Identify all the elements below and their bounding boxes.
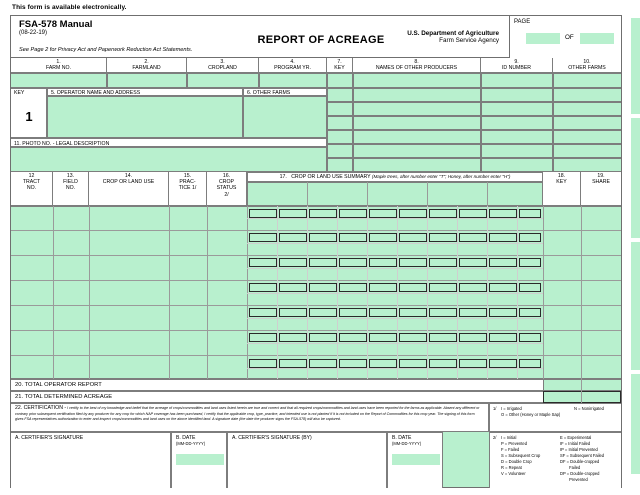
producer-key-5[interactable] (327, 130, 353, 144)
sum-cell-r2c1[interactable] (249, 233, 277, 242)
grid-label-13b: NO. (65, 185, 76, 192)
sum-cell-r7c2[interactable] (279, 359, 307, 368)
sum-cell-r4c1[interactable] (249, 283, 277, 292)
photo-no-label: 11. PHOTO NO. - LEGAL DESCRIPTION (14, 140, 110, 147)
grid-subrule-7 (247, 368, 543, 369)
col-num-10: 10. (583, 59, 591, 65)
operator-key-value: 1 (25, 109, 33, 124)
sum-cell-r4c2[interactable] (279, 283, 307, 292)
signature-label-1: A. CERTIFIER'S SIGNATURE (15, 435, 84, 441)
sum-cell-r2c3[interactable] (309, 233, 337, 242)
producer-id-6[interactable] (481, 144, 553, 158)
sum-vrule-3 (337, 206, 338, 379)
producer-id-4[interactable] (481, 116, 553, 130)
col-num-7: 7. (337, 59, 342, 65)
date-format-1: (MM-DD-YYYY) (176, 441, 206, 447)
other-farms-input[interactable] (243, 96, 327, 138)
legend-status-right-4: DF = Double-cropped (560, 459, 600, 464)
total-operator-report-value[interactable] (543, 379, 621, 391)
date-label-2 (392, 435, 421, 446)
availability-note: This form is available electronically. (12, 4, 127, 11)
edge-strip-1 (631, 18, 640, 114)
sum-cell-r2c6[interactable] (399, 233, 427, 242)
producer-key-1[interactable] (327, 73, 353, 88)
input-farm-no[interactable] (11, 73, 107, 88)
grid-label-14: CROP OR LAND USE (102, 179, 155, 186)
producer-farms-2[interactable] (553, 88, 621, 102)
page-title: REPORT OF ACREAGE (257, 34, 385, 46)
input-cropland[interactable] (187, 73, 259, 88)
col-label-10: OTHER FARMS (568, 65, 606, 72)
legend-practice-marker: 1/ (493, 406, 497, 411)
summary-label: CROP OR LAND USE SUMMARY (291, 174, 371, 180)
sum-cell-r3c2[interactable] (279, 258, 307, 267)
sum-cell-r4c8[interactable] (459, 283, 487, 292)
grid-hrule-2 (11, 255, 621, 256)
grid-num-19: 19. (597, 173, 605, 179)
producer-id-3[interactable] (481, 102, 553, 116)
col-label-8: NAMES OF OTHER PRODUCERS (375, 65, 458, 72)
legend-status-left-5: R = Repeat (501, 465, 522, 470)
col-num-9: 9. (514, 59, 519, 65)
grid-num-15: 15. (183, 173, 192, 179)
sum-cell-r3c10[interactable] (519, 258, 541, 267)
grid-label-16a: CROP (219, 179, 234, 186)
grid-vrule-7 (581, 206, 582, 379)
certification-text (15, 405, 481, 423)
legend-status-right-7: Prevented (560, 477, 588, 482)
sum-cell-r5c4[interactable] (339, 308, 367, 317)
page-of-label: OF (565, 34, 574, 41)
sum-cell-r1c10[interactable] (519, 209, 541, 218)
operator-name-input[interactable] (47, 96, 243, 138)
grid-subrule-6 (247, 343, 543, 344)
signature-label-2: A. CERTIFIER'S SIGNATURE (BY) (232, 435, 312, 441)
summary-subhead-area (247, 182, 543, 206)
sum-cell-r1c9[interactable] (489, 209, 517, 218)
sum-cell-r3c5[interactable] (369, 258, 397, 267)
page-label: PAGE (514, 19, 531, 25)
grid-hrule-3 (11, 280, 621, 281)
sum-cell-r5c6[interactable] (399, 308, 427, 317)
producer-farms-1[interactable] (553, 73, 621, 88)
col-num-3: 3. (220, 59, 225, 65)
col-header-farm-no (11, 58, 107, 73)
grid-col-field-no (53, 172, 89, 206)
input-farmland[interactable] (107, 73, 187, 88)
col-label-1: FARM NO. (45, 65, 72, 72)
grid-vrule-3 (169, 206, 170, 379)
legend-practice-block (489, 403, 621, 432)
total-determined-acreage-value[interactable] (543, 391, 621, 403)
legend-practice-item-1: O = Other (Honey or Maple Sap) (501, 412, 561, 417)
summary-divider-1 (307, 182, 308, 206)
total-21-vrule (581, 391, 582, 403)
grid-label-16c: 2/ (224, 191, 229, 198)
sum-cell-r7c10[interactable] (519, 359, 541, 368)
legend-status-left-0: I = Initial (501, 435, 517, 440)
sum-cell-r3c1[interactable] (249, 258, 277, 267)
grid-col-key-18 (543, 172, 581, 206)
sum-cell-r7c4[interactable] (339, 359, 367, 368)
privacy-note: See Page 2 for Privacy Act and Paperwork Reduction Act Statements. (19, 47, 193, 53)
producer-id-2[interactable] (481, 88, 553, 102)
photo-no-input[interactable] (11, 147, 327, 172)
grid-num-13: 13. (66, 173, 75, 179)
sum-cell-r5c5[interactable] (369, 308, 397, 317)
grid-subrule-3 (247, 268, 543, 269)
grid-vrule-2 (89, 206, 90, 379)
legend-status-left-2: F = Failed (501, 447, 520, 452)
sum-cell-r4c5[interactable] (369, 283, 397, 292)
sum-cell-r6c1[interactable] (249, 333, 277, 342)
total-20-label: TOTAL OPERATOR REPORT (24, 382, 102, 388)
sum-vrule-6 (427, 206, 428, 379)
sum-cell-r2c8[interactable] (459, 233, 487, 242)
page-number-block (509, 16, 621, 58)
grid-col-tract-no (11, 172, 53, 206)
sum-cell-r7c1[interactable] (249, 359, 277, 368)
grid-subrule-5 (247, 318, 543, 319)
sum-vrule-7 (457, 206, 458, 379)
legend-status-right-6: DP = Double-cropped (560, 471, 600, 476)
producer-name-6[interactable] (353, 144, 481, 158)
producer-id-7[interactable] (481, 158, 553, 172)
col-num-1: 1. (56, 59, 61, 65)
grid-num-16: 16. (222, 173, 231, 179)
grid-vrule-6 (543, 206, 544, 379)
sum-cell-r7c7[interactable] (429, 359, 457, 368)
agency-block (407, 30, 499, 44)
producer-farms-3[interactable] (553, 102, 621, 116)
producer-farms-4[interactable] (553, 116, 621, 130)
grid-hrule-4 (11, 305, 621, 306)
total-20-num: 20. (15, 382, 24, 388)
sum-cell-r2c7[interactable] (429, 233, 457, 242)
date-label-text-2: B. DATE (392, 435, 412, 441)
total-determined-acreage-row (11, 391, 543, 403)
grid-col-crop-land-use (89, 172, 169, 206)
grid-num-18: 18. (557, 173, 566, 179)
input-program-yr[interactable] (259, 73, 327, 88)
sum-vrule-5 (397, 206, 398, 379)
form-revision: (08-22-19) (19, 30, 48, 36)
sum-vrule-1 (277, 206, 278, 379)
producer-key-6[interactable] (327, 144, 353, 158)
sum-cell-r4c4[interactable] (339, 283, 367, 292)
other-farms-header (243, 88, 327, 96)
sum-cell-r6c4[interactable] (339, 333, 367, 342)
col-header-program-yr (259, 58, 327, 73)
legend-practice-right-0: N = Nonirrigated (574, 406, 604, 411)
col-header-id-number (481, 58, 553, 73)
sum-cell-r3c8[interactable] (459, 258, 487, 267)
edge-strip-3 (631, 242, 640, 370)
sum-cell-r6c8[interactable] (459, 333, 487, 342)
operator-key-label: KEY (14, 90, 25, 96)
operator-name-header (47, 88, 243, 96)
sum-cell-r1c7[interactable] (429, 209, 457, 218)
sum-cell-r6c5[interactable] (369, 333, 397, 342)
sum-cell-r3c4[interactable] (339, 258, 367, 267)
sum-cell-r7c5[interactable] (369, 359, 397, 368)
grid-num-12: 12 (28, 173, 35, 179)
sum-cell-r4c10[interactable] (519, 283, 541, 292)
grid-col-share-19 (581, 172, 621, 206)
producer-id-5[interactable] (481, 130, 553, 144)
producer-name-5[interactable] (353, 130, 481, 144)
producer-farms-5[interactable] (553, 130, 621, 144)
sum-cell-r1c5[interactable] (369, 209, 397, 218)
legend-status-right-2: IP = Initial Prevented (560, 447, 598, 452)
edge-strip-2 (631, 118, 640, 238)
sum-cell-r7c9[interactable] (489, 359, 517, 368)
signature-input-2[interactable] (231, 444, 383, 484)
date-format-2: (MM-DD-YYYY) (392, 441, 422, 447)
grid-label-13a: FIELD (63, 179, 78, 186)
col-num-8: 8. (414, 59, 419, 65)
certification-block (11, 403, 489, 432)
grid-label-15a: PRAC- (179, 179, 196, 186)
agency-line1: U.S. Department of Agriculture (407, 30, 499, 37)
grid-col-crop-status (207, 172, 247, 206)
sum-cell-r7c6[interactable] (399, 359, 427, 368)
grid-label-19: SHARE (592, 179, 610, 186)
form-body (10, 15, 622, 488)
sum-cell-r2c5[interactable] (369, 233, 397, 242)
producer-key-2[interactable] (327, 88, 353, 102)
col-label-7: KEY (334, 65, 345, 72)
producer-farms-7[interactable] (553, 158, 621, 172)
col-num-2: 2. (144, 59, 149, 65)
grid-hrule-1 (11, 230, 621, 231)
sum-cell-r6c2[interactable] (279, 333, 307, 342)
legend-status-right-1: IF = Initial Failed (560, 441, 591, 446)
sum-cell-r7c3[interactable] (309, 359, 337, 368)
sum-cell-r3c9[interactable] (489, 258, 517, 267)
operator-key-cell (11, 88, 47, 138)
grid-subrule-2 (247, 243, 543, 244)
grid-hrule-5 (11, 330, 621, 331)
legend-status-marker: 2/ (493, 435, 497, 440)
signature-input-1[interactable] (15, 444, 167, 484)
col-label-4: PROGRAM YR. (274, 65, 311, 72)
legend-status-block (489, 432, 621, 488)
date-label-1 (176, 435, 205, 446)
sum-cell-r3c6[interactable] (399, 258, 427, 267)
sum-cell-r2c10[interactable] (519, 233, 541, 242)
sum-cell-r4c7[interactable] (429, 283, 457, 292)
total-operator-report-row (11, 379, 543, 391)
sum-cell-r1c2[interactable] (279, 209, 307, 218)
col-header-cropland (187, 58, 259, 73)
summary-divider-2 (367, 182, 368, 206)
grid-label-15b: TICE 1/ (178, 185, 197, 192)
sum-cell-r5c7[interactable] (429, 308, 457, 317)
date-input-2[interactable] (392, 454, 440, 465)
sum-cell-r6c6[interactable] (399, 333, 427, 342)
sum-cell-r5c9[interactable] (489, 308, 517, 317)
grid-label-12a: TRACT (22, 179, 41, 186)
total-20-vrule (581, 379, 582, 391)
grid-hrule-6 (11, 355, 621, 356)
sum-cell-r3c3[interactable] (309, 258, 337, 267)
sum-cell-r2c2[interactable] (279, 233, 307, 242)
agency-line2: Farm Service Agency (439, 37, 499, 44)
sum-cell-r2c9[interactable] (489, 233, 517, 242)
summary-note: (Maple trees, after number enter "T"; Honey, after number enter "H") (371, 174, 511, 179)
legend-status-left-4: D = Double Crop (501, 459, 532, 464)
date-block-1 (171, 432, 227, 488)
form-id: FSA-578 Manual (19, 19, 93, 30)
col-label-2: FARMLAND (132, 65, 161, 72)
producer-id-1[interactable] (481, 73, 553, 88)
form-header (11, 16, 621, 58)
producer-name-1[interactable] (353, 73, 481, 88)
sum-vrule-9 (517, 206, 518, 379)
total-21-num: 21. (15, 394, 24, 400)
producer-key-3[interactable] (327, 102, 353, 116)
sum-vrule-2 (307, 206, 308, 379)
producer-name-7[interactable] (353, 158, 481, 172)
total-21-label: TOTAL DETERMINED ACREAGE (24, 394, 113, 400)
legend-status-left-6: V = Volunteer (501, 471, 526, 476)
legend-status-right-5: Failed (560, 465, 581, 470)
summary-num: 17. (279, 174, 287, 180)
legend-status-right-3: SF = Subsequent Failed (560, 453, 605, 458)
sum-cell-r5c10[interactable] (519, 308, 541, 317)
grid-vrule-4 (207, 206, 208, 379)
sum-cell-r2c4[interactable] (339, 233, 367, 242)
certification-heading: 22. CERTIFICATION - (15, 405, 67, 411)
sum-cell-r1c4[interactable] (339, 209, 367, 218)
legend-status-left-1: P = Prevented (501, 441, 527, 446)
col-header-other-farms (553, 58, 621, 73)
sum-cell-r1c6[interactable] (399, 209, 427, 218)
sum-cell-r5c1[interactable] (249, 308, 277, 317)
operator-name-label: 5. OPERATOR NAME AND ADDRESS (51, 90, 141, 96)
sum-vrule-4 (367, 206, 368, 379)
date-label-text-1: B. DATE (176, 435, 196, 441)
certification-body: I certify to the best of my knowledge and belief that the acreage of crops/commodities and land uses listed herein are true and correct and that all required crops/commodities and land uses have been reported for the farms as applicable. Absent any different or contrary prior subsequent certification filed by any producer for any crop for which NAP coverage has been purchased, I certify that the applicable crop, type, practice, and intended use is not planted if it is not included on the Report of Commodities for this crop year. The signing of this form gives FSA representatives authorization to enter and inspect crops/commodities and land uses on the above identified land. A signature date (the date the producer signs the FSA-578) will also be captured. (15, 406, 480, 422)
sum-cell-r1c1[interactable] (249, 209, 277, 218)
sum-cell-r1c3[interactable] (309, 209, 337, 218)
sum-vrule-8 (487, 206, 488, 379)
col-label-9: ID NUMBER (501, 65, 532, 72)
sum-cell-r5c2[interactable] (279, 308, 307, 317)
producer-farms-6[interactable] (553, 144, 621, 158)
producer-name-3[interactable] (353, 102, 481, 116)
sum-cell-r5c3[interactable] (309, 308, 337, 317)
sum-cell-r4c9[interactable] (489, 283, 517, 292)
grid-label-16b: STATUS (216, 185, 237, 192)
edge-strip-4 (631, 374, 640, 474)
producer-key-4[interactable] (327, 116, 353, 130)
sum-cell-r3c7[interactable] (429, 258, 457, 267)
sum-cell-r6c3[interactable] (309, 333, 337, 342)
page-number-input[interactable] (526, 33, 560, 44)
summary-header (247, 172, 543, 182)
grid-num-14: 14. (124, 173, 133, 179)
grid-label-18: KEY (556, 179, 567, 186)
grid-col-practice (169, 172, 207, 206)
page-total-input[interactable] (580, 33, 614, 44)
legend-status-right-0: E = Experimental (560, 435, 592, 440)
summary-divider-3 (427, 182, 428, 206)
sum-cell-r6c7[interactable] (429, 333, 457, 342)
sum-cell-r4c6[interactable] (399, 283, 427, 292)
col-label-3: CROPLAND (208, 65, 237, 72)
col-num-4: 4. (290, 59, 295, 65)
date-block-2 (387, 432, 443, 488)
legend-practice-item-0: I = Irrigated (501, 406, 522, 411)
date-input-1[interactable] (176, 454, 224, 465)
sum-cell-r1c8[interactable] (459, 209, 487, 218)
sum-cell-r7c8[interactable] (459, 359, 487, 368)
other-farms-label: 6. OTHER FARMS (247, 90, 291, 96)
photo-no-header (11, 138, 327, 147)
grid-label-12b: NO. (26, 185, 37, 192)
producer-key-7[interactable] (327, 158, 353, 172)
sum-cell-r6c9[interactable] (489, 333, 517, 342)
legend-status-left-3: S = Subsequent Crop (501, 453, 541, 458)
grid-vrule-1 (53, 206, 54, 379)
col-header-other-producers (353, 58, 481, 73)
producer-name-4[interactable] (353, 116, 481, 130)
grid-subrule-4 (247, 293, 543, 294)
col-header-key (327, 58, 353, 73)
col-header-farmland (107, 58, 187, 73)
grid-subrule-1 (247, 218, 543, 219)
producer-name-2[interactable] (353, 88, 481, 102)
sum-cell-r6c10[interactable] (519, 333, 541, 342)
sum-cell-r5c8[interactable] (459, 308, 487, 317)
sum-cell-r4c3[interactable] (309, 283, 337, 292)
summary-divider-4 (487, 182, 488, 206)
